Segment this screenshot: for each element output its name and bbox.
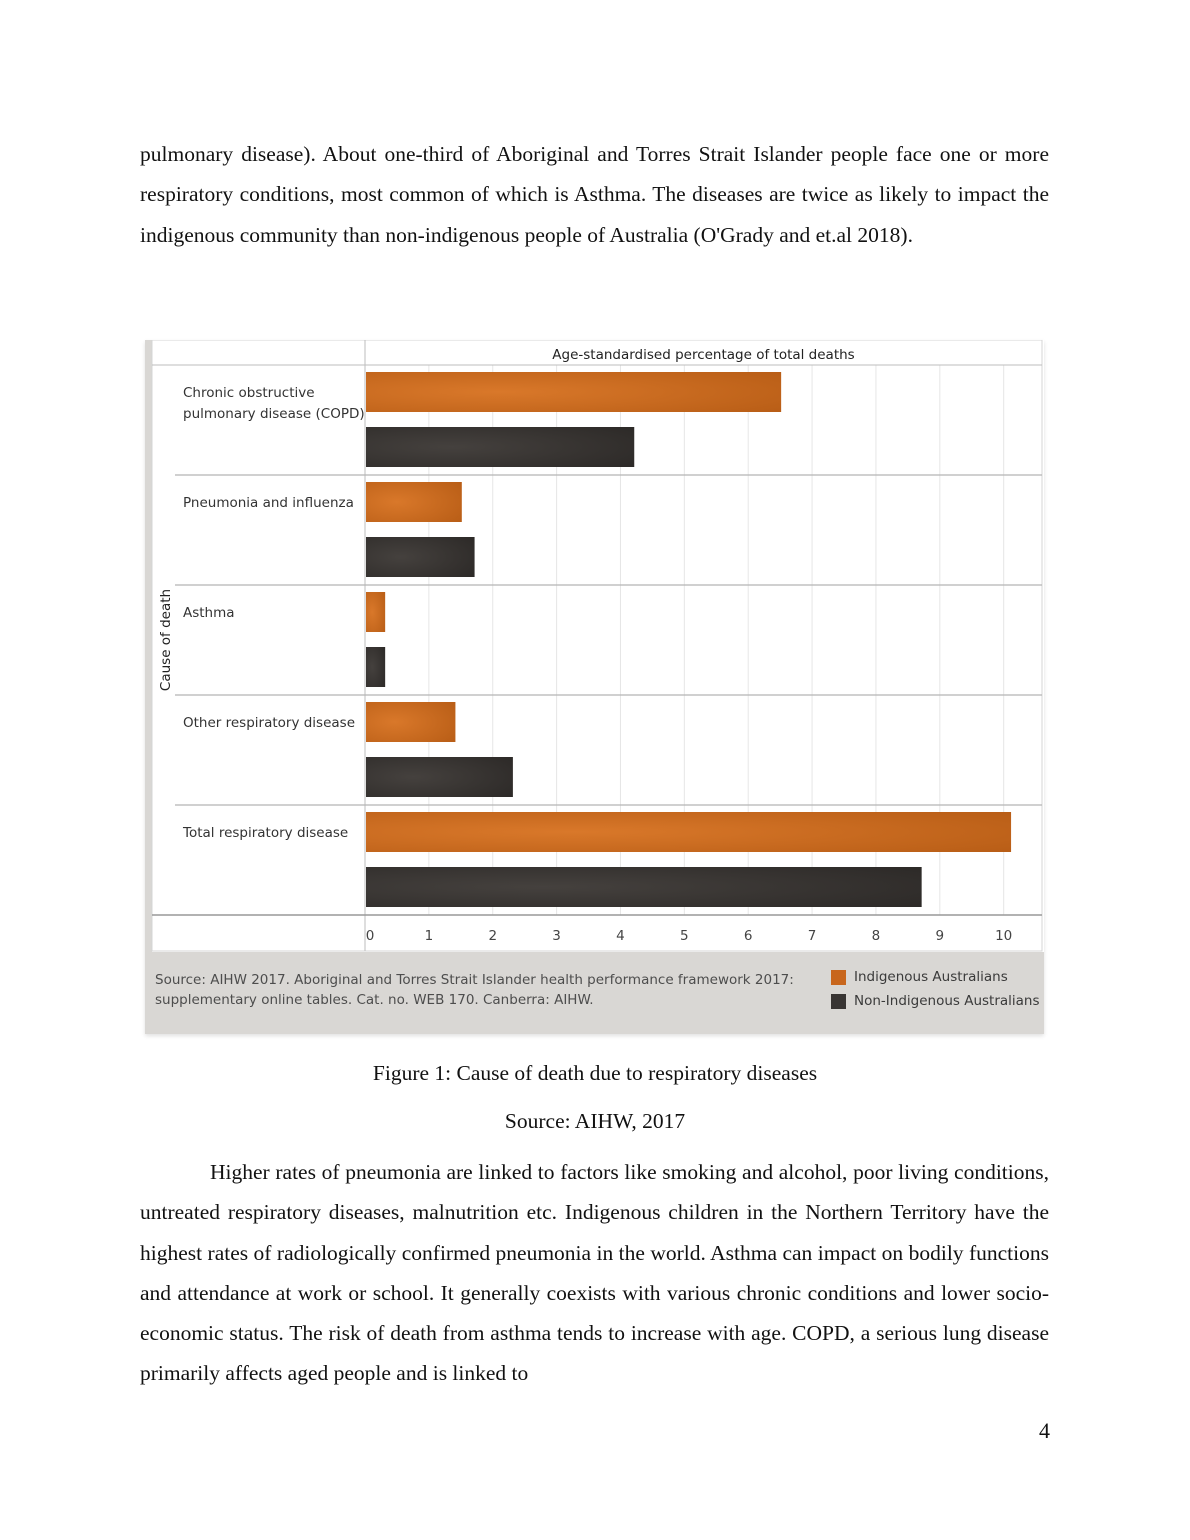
x-tick-label: 1 bbox=[424, 928, 434, 944]
x-tick-label: 2 bbox=[488, 928, 498, 944]
x-tick-label: 8 bbox=[871, 928, 881, 944]
bar-non-indigenous bbox=[366, 537, 475, 577]
x-tick-label: 9 bbox=[935, 928, 945, 944]
body-paragraph-1: pulmonary disease). About one-third of Aboriginal and Torres Strait Islander people face one or more respiratory conditions, most common of which is Asthma. The diseases are twice as likely to impact the indigenous community than non-indigenous people of Australia (O'Grady and et.al 2018). bbox=[140, 142, 1049, 247]
bar-indigenous bbox=[366, 372, 781, 412]
figure-chart bbox=[145, 340, 1044, 1034]
body-paragraph-2: Higher rates of pneumonia are linked to factors like smoking and alcohol, poor living conditions, untreated respiratory diseases, malnutrition etc. Indigenous children in the Northern Territory have the highest rates of radiologically confirmed pneumonia in the world. Asthma can impact on bodily functions and attendance at work or school. It generally coexists with various chronic conditions and lower socio-economic status. The risk of death from asthma tends to increase with age. COPD, a serious lung disease primarily affects aged people and is linked to bbox=[140, 1160, 1049, 1386]
chart-source-note: Source: AIHW 2017. Aboriginal and Torres Strait Islander health performance framework 2017: supplementary online tables. Cat. no. WEB 170. Canberra: AIHW. bbox=[155, 972, 794, 1008]
chart-title: Age-standardised percentage of total deaths bbox=[552, 347, 855, 363]
legend-label-indigenous: Indigenous Australians bbox=[854, 969, 1008, 985]
x-tick-label: 3 bbox=[552, 928, 561, 944]
bar-indigenous bbox=[366, 482, 462, 522]
bar-chart bbox=[145, 340, 1044, 952]
bar-indigenous bbox=[366, 702, 455, 742]
figure-source: Source: AIHW, 2017 bbox=[504, 1109, 686, 1133]
x-tick-label: 5 bbox=[680, 928, 689, 944]
legend-item-indigenous bbox=[831, 965, 1040, 989]
figure-footer bbox=[145, 952, 1044, 1034]
bar-non-indigenous bbox=[366, 647, 385, 687]
y-axis-label: Cause of death bbox=[158, 588, 174, 692]
bar-indigenous bbox=[366, 592, 385, 632]
page-number: 4 bbox=[1039, 1418, 1050, 1443]
figure-caption: Figure 1: Cause of death due to respiratory diseases bbox=[372, 1061, 818, 1085]
category-label: Pneumonia and influenza bbox=[183, 495, 354, 511]
x-tick-label: 0 bbox=[365, 928, 375, 944]
x-tick-label: 4 bbox=[616, 928, 625, 944]
bar-non-indigenous bbox=[366, 757, 513, 797]
legend-swatch-indigenous bbox=[831, 970, 846, 985]
bar-non-indigenous bbox=[366, 427, 634, 467]
category-label: Other respiratory disease bbox=[183, 715, 356, 731]
category-label: pulmonary disease (COPD) bbox=[183, 406, 365, 422]
bar-non-indigenous bbox=[366, 867, 922, 907]
x-tick-label: 6 bbox=[743, 928, 753, 944]
chart-legend bbox=[831, 965, 1040, 1013]
left-frame-strip bbox=[145, 340, 152, 952]
legend-item-non-indigenous bbox=[831, 989, 1040, 1013]
category-label: Chronic obstructive bbox=[183, 385, 315, 401]
x-tick-label: 7 bbox=[807, 928, 817, 944]
bar-indigenous bbox=[366, 812, 1011, 852]
category-label: Asthma bbox=[183, 605, 235, 621]
legend-label-non-indigenous: Non-Indigenous Australians bbox=[854, 993, 1040, 1009]
category-label: Total respiratory disease bbox=[183, 825, 349, 841]
legend-swatch-non-indigenous bbox=[831, 994, 846, 1009]
x-tick-label: 10 bbox=[995, 928, 1013, 944]
